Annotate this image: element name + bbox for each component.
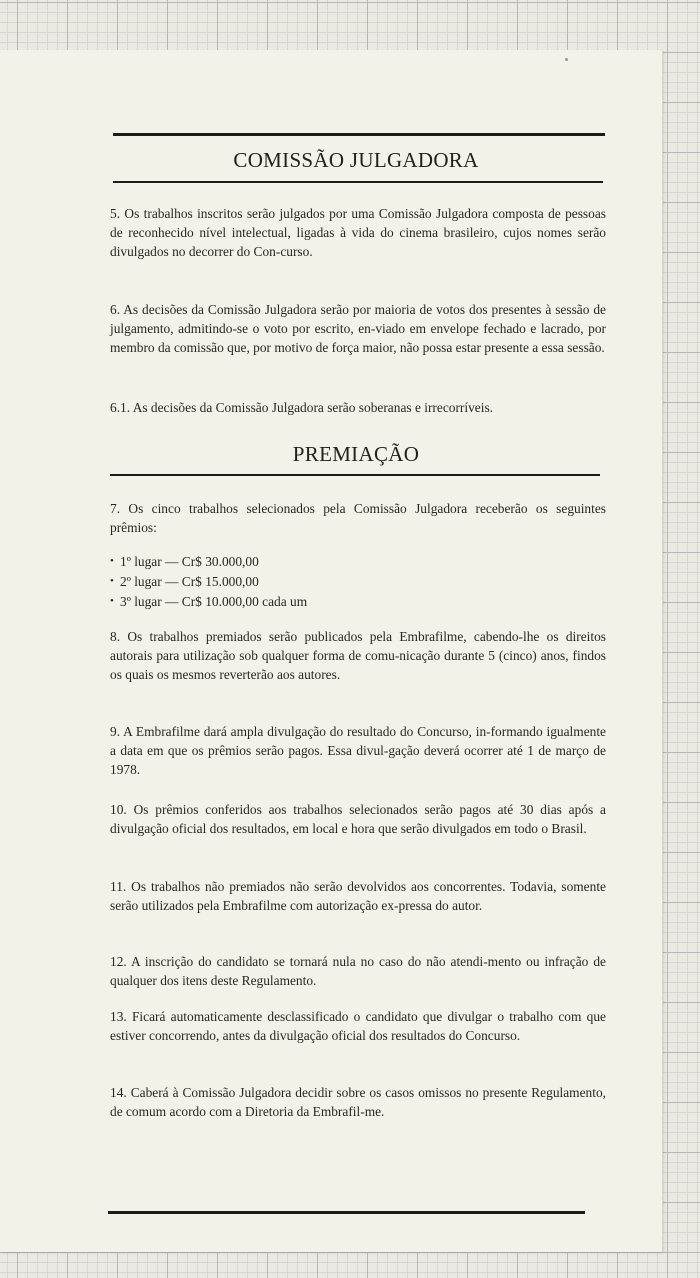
paragraph-7: 7. Os cinco trabalhos selecionados pela Comissão Julgadora receberão os seguintes prêmios:	[110, 501, 606, 535]
section-title-comissao: COMISSÃO JULGADORA	[233, 148, 479, 172]
prize-item: • 3º lugar — Cr$ 10.000,00 cada um	[110, 592, 307, 612]
document-page	[0, 50, 663, 1252]
paragraph-5: 5. Os trabalhos inscritos serão julgados por uma Comissão Julgadora composta de pessoas de reconhecido nível intelectual, ligadas à vida do cinema brasileiro, cujos nomes serão divulgados no decorrer do Con-curso.	[110, 206, 606, 259]
top-rule	[113, 133, 605, 136]
paragraph-9: 9. A Embrafilme dará ampla divulgação do resultado do Concurso, in-formando igualmente a data em que os prêmios serão pagos. Essa divul-gação deverá ocorrer até 1 de março de 1978.	[110, 724, 606, 777]
paragraph-10: 10. Os prêmios conferidos aos trabalhos selecionados serão pagos até 30 dias após a divulgação oficial dos resultados, em local e hora que serão divulgados em todo o Brasil.	[110, 802, 606, 836]
section-title-premiacao: PREMIAÇÃO	[292, 442, 420, 466]
paragraph-13: 13. Ficará automaticamente desclassificado o candidato que divulgar o trabalho com que estiver concorrendo, antes da divulgação oficial dos resultados do Concurso.	[110, 1009, 606, 1043]
paragraph-8: 8. Os trabalhos premiados serão publicados pela Embrafilme, cabendo-lhe os direitos autorais para utilização sob qualquer forma de comu-nicação durante 5 (cinco) anos, findos os quais os mesmos reverterão aos autores.	[110, 629, 606, 682]
comissao-underline	[113, 181, 603, 183]
prize-list	[110, 552, 307, 612]
speck	[565, 58, 568, 61]
bottom-rule	[108, 1211, 585, 1214]
prize-item: • 2º lugar — Cr$ 15.000,00	[110, 572, 307, 592]
paragraph-14: 14. Caberá à Comissão Julgadora decidir sobre os casos omissos no presente Regulamento, de comum acordo com a Diretoria da Embrafil-me.	[110, 1085, 606, 1119]
prize-item: • 1º lugar — Cr$ 30.000,00	[110, 552, 307, 572]
paragraph-11: 11. Os trabalhos não premiados não serão devolvidos aos concorrentes. Todavia, somente serão utilizados pela Embrafilme com autorização ex-pressa do autor.	[110, 879, 606, 913]
premiacao-underline	[110, 474, 600, 476]
paragraph-6: 6. As decisões da Comissão Julgadora serão por maioria de votos dos presentes à sessão de julgamento, admitindo-se o voto por escrito, en-viado em envelope fechado e lacrado, por membro da comissão que, por motivo de força maior, não possa estar presente a essa sessão.	[110, 302, 606, 355]
paragraph-6-1: 6.1. As decisões da Comissão Julgadora serão soberanas e irrecorríveis.	[110, 400, 494, 415]
paragraph-12: 12. A inscrição do candidato se tornará nula no caso do não atendi-mento ou infração de qualquer dos itens deste Regulamento.	[110, 954, 606, 988]
